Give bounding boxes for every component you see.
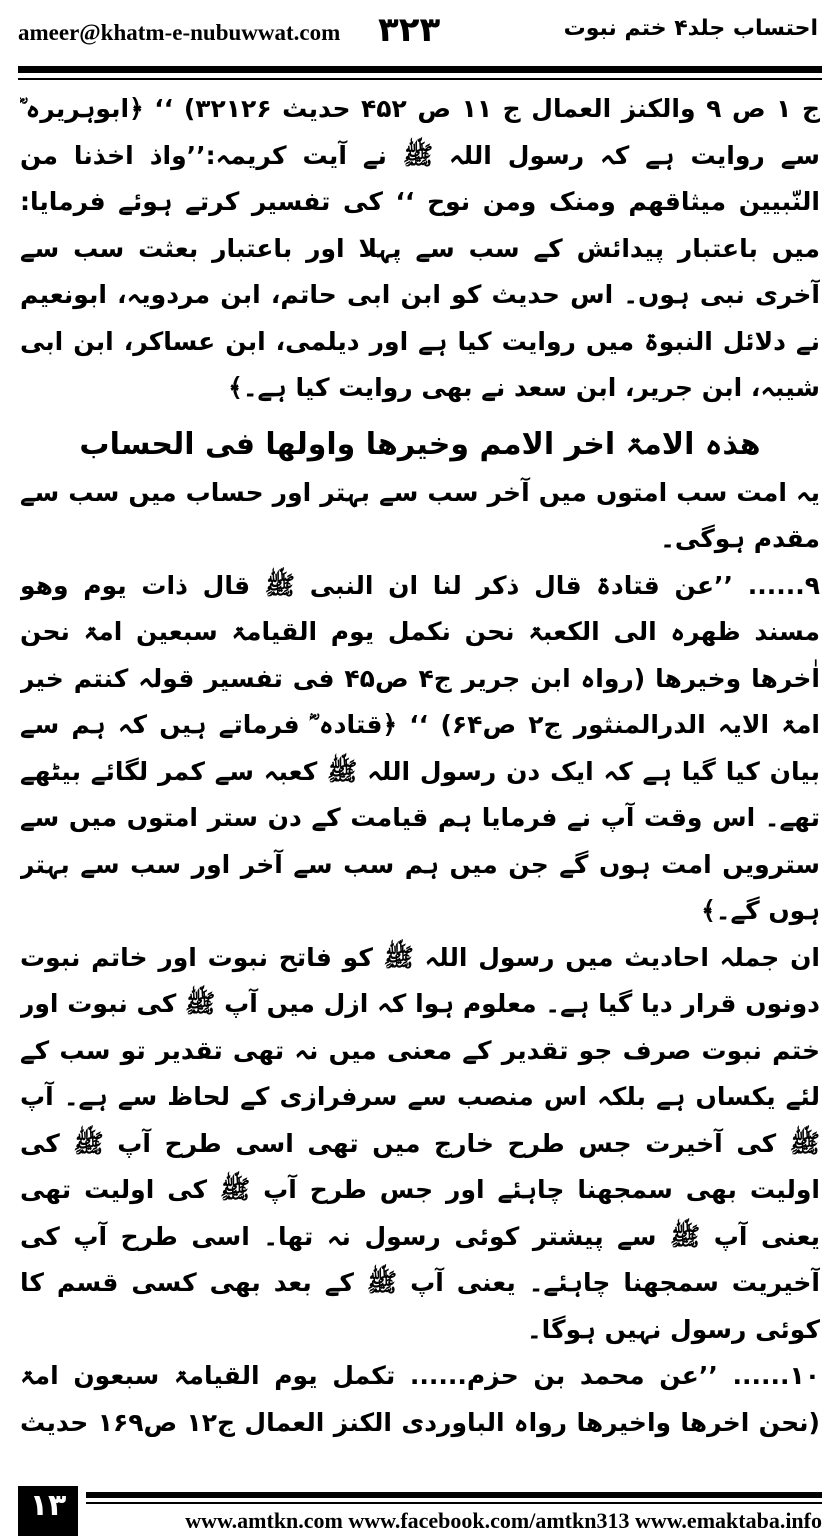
page-header	[0, 0, 840, 80]
page-footer	[0, 1484, 840, 1540]
paragraph-4: ۱۰...... ’’عن محمد بن حزم...... تکمل یوم القیامۃ سبعون امۃ (نحن اخرھا واخیرھا رواہ الباوردی الکنز العمال ج۱۲ ص۱۶۹ حدیث	[20, 1361, 820, 1437]
paragraph-1: ج ۱ ص ۹ والکنز العمال ج ۱۱ ص ۴۵۲ حدیث ۳۲۱۲۶) ‘‘ ﴿ابوہریرہ ؓ سے روایت ہے کہ رسول اللہ ﷺ نے آیت کریمہ:’’واذ اخذنا من النّبیین میثاقھم ومنک ومن نوح ‘‘ کی تفسیر کرتے ہوئے فرمایا: میں باعتبار پیدائش کے سب سے پہلا اور باعتبار بعثت سب سے آخری نبی ہوں۔ اس حدیث کو ابن ابی حاتم، ابن مردویہ، ابونعیم نے دلائل النبوۃ میں روایت کیا ہے اور دیلمی، ابن عساکر، ابن ابی شیبہ، ابن جریر، ابن سعد نے بھی روایت کیا ہے۔﴾	[20, 94, 820, 402]
paragraph-2: ۹...... ’’عن قتادۃ قال ذکر لنا ان النبی ﷺ قال ذات یوم وھو مسند ظھرہ الی الکعبۃ نحن نکمل یوم القیامۃ سبعین امۃ نحن اٰخرھا وخیرھا (رواہ ابن جریر ج۴ ص۴۵ فی تفسیر قولہ کنتم خیر امۃ الایہ الدرالمنثور ج۲ ص۶۴) ‘‘ ﴿قتادہ ؓ فرماتے ہیں کہ ہم سے بیان کیا گیا ہے کہ ایک دن رسول اللہ ﷺ کعبہ سے کمر لگائے بیٹھے تھے۔ اس وقت آپ نے فرمایا ہم قیامت کے دن ستر امتوں میں سے سترویں امت ہوں گے جن میں ہم سب سے آخر اور سب سے بہتر ہوں گے۔﴾	[20, 570, 820, 925]
footer-rule-thick	[86, 1492, 822, 1498]
header-page-number: ۳۲۳	[378, 10, 441, 50]
footer-links[interactable]: www.amtkn.com www.facebook.com/amtkn313 www.emaktaba.info	[185, 1508, 822, 1533]
header-rule-thick	[18, 66, 822, 73]
footer-page-number: ۱۳	[29, 1488, 67, 1523]
page-content	[20, 86, 820, 1446]
footer-rule-thin	[86, 1502, 822, 1504]
section-subheading: یہ امت سب امتوں میں آخر سب سے بہتر اور حساب میں سب سے مقدم ہوگی۔	[20, 477, 820, 553]
header-rule-thin	[18, 78, 822, 80]
header-email: ameer@khatm-e-nubuwwat.com	[18, 20, 341, 45]
section-heading: ھذہ الامۃ اخر الامم وخیرھا واولھا فی الحساب	[79, 426, 761, 462]
header-book-title: احتساب جلد۴ ختم نبوت	[563, 16, 818, 41]
paragraph-3: ان جملہ احادیث میں رسول اللہ ﷺ کو فاتح نبوت اور خاتم نبوت دونوں قرار دیا گیا ہے۔ معلوم ہوا کہ ازل میں آپ ﷺ کی نبوت اور ختم نبوت صرف جو تقدیر کے معنی میں نہ تھی تقدیر تو سب کے لئے یکساں ہے بلکہ اس منصب سے سرفرازی کے لحاظ سے ہے۔ آپ ﷺ کی آخیرت جس طرح خارج میں تھی اسی طرح آپ ﷺ کی اولیت بھی سمجھنا چاہئے اور جس طرح آپ ﷺ کی اولیت تھی یعنی آپ ﷺ سے پیشتر کوئی رسول نہ تھا۔ اسی طرح آپ کی آخیریت سمجھنا چاہئے۔ یعنی آپ ﷺ کے بعد بھی کسی قسم کا کوئی رسول نہیں ہوگا۔	[20, 942, 820, 1344]
